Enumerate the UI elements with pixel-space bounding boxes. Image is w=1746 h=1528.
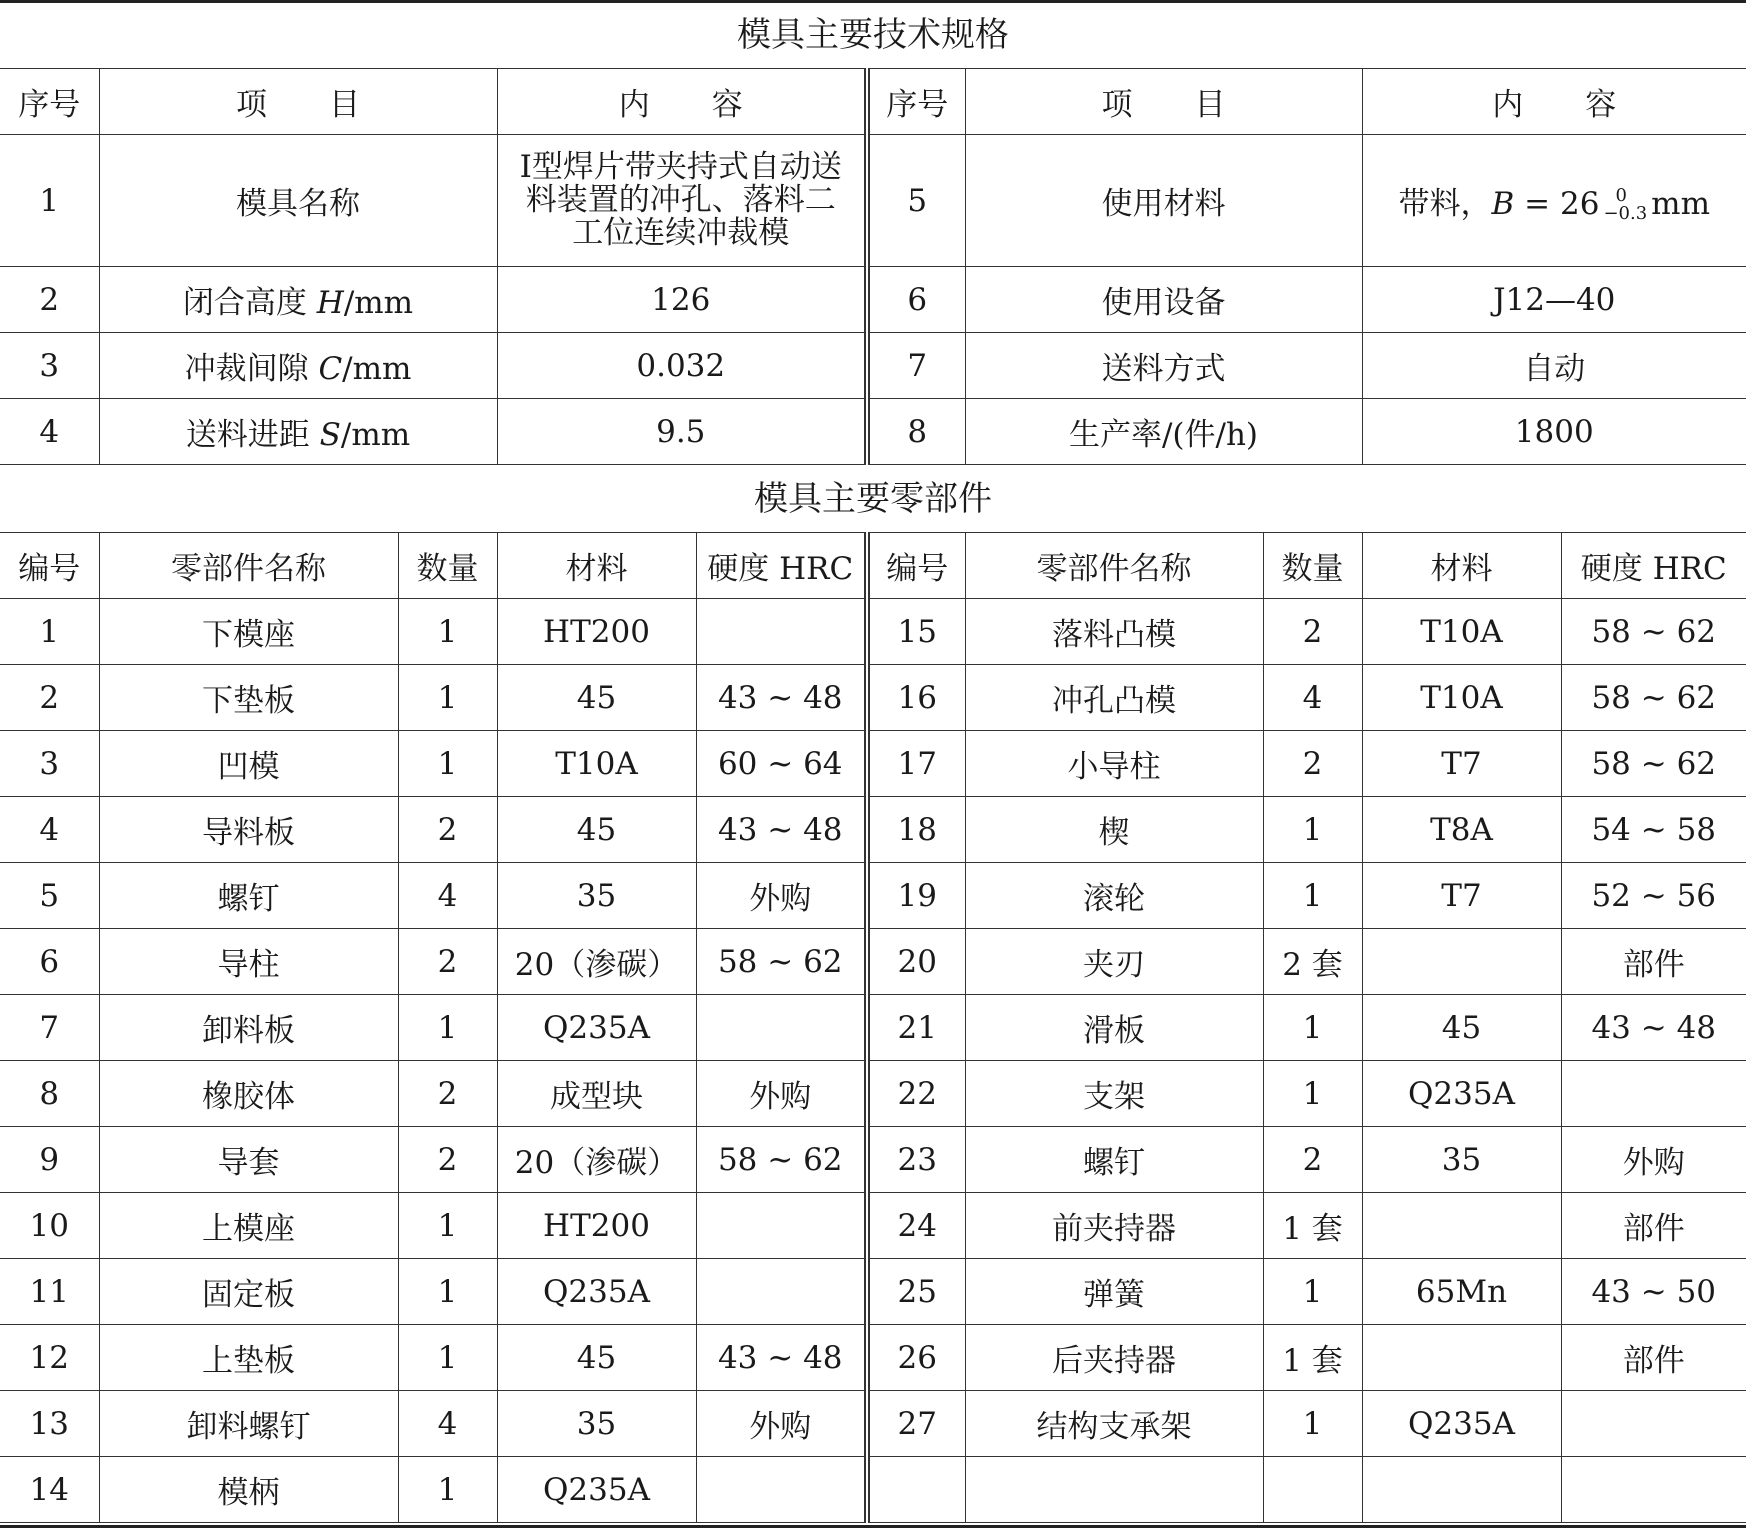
part-qty: 4 — [398, 863, 497, 929]
part-qty: 2 — [398, 1127, 497, 1193]
part-hardness-2: 58 ~ 62 — [1561, 599, 1746, 665]
part-no: 6 — [0, 929, 99, 995]
part-material-2: Q235A — [1362, 1061, 1561, 1127]
part-name: 上垫板 — [99, 1325, 398, 1391]
part-material: 20（渗碳） — [497, 929, 696, 995]
spec-title: 模具主要技术规格 — [737, 15, 1009, 55]
part-hardness — [696, 995, 867, 1061]
part-hardness-2: 52 ~ 56 — [1561, 863, 1746, 929]
part-hardness-2: 58 ~ 62 — [1561, 665, 1746, 731]
part-hardness-2: 部件 — [1561, 929, 1746, 995]
spec-content-2: J12—40 — [1362, 267, 1746, 333]
spec-no: 4 — [0, 399, 99, 465]
part-name: 上模座 — [99, 1193, 398, 1259]
part-material-2 — [1362, 929, 1561, 995]
part-name-2: 前夹持器 — [965, 1193, 1263, 1259]
part-qty-2: 1 — [1263, 995, 1362, 1061]
part-name: 导料板 — [99, 797, 398, 863]
parts-header-material: 材料 — [497, 533, 696, 599]
part-no: 3 — [0, 731, 99, 797]
spec-item-unit: /mm — [340, 417, 411, 453]
part-name: 下垫板 — [99, 665, 398, 731]
parts-row — [0, 995, 1746, 1061]
spec-content-2: 1800 — [1362, 399, 1746, 465]
part-name-2 — [965, 1457, 1263, 1523]
spec-item-text: 闭合高度 — [182, 285, 317, 321]
parts-row — [0, 1391, 1746, 1457]
spec-item-var: S — [319, 417, 341, 453]
part-material-2: T8A — [1362, 797, 1561, 863]
spec-header-item: 项 目 — [99, 69, 497, 135]
part-no: 13 — [0, 1391, 99, 1457]
part-qty-2: 1 — [1263, 863, 1362, 929]
spec-no: 3 — [0, 333, 99, 399]
part-qty-2: 2 套 — [1263, 929, 1362, 995]
part-name: 橡胶体 — [99, 1061, 398, 1127]
spec-item-unit: /mm — [342, 351, 412, 387]
part-hardness: 58 ~ 62 — [696, 1127, 867, 1193]
part-material: Q235A — [497, 1457, 696, 1523]
part-hardness-2 — [1561, 1457, 1746, 1523]
part-name-2: 支架 — [965, 1061, 1263, 1127]
part-material-2: 65Mn — [1362, 1259, 1561, 1325]
part-material-2: 35 — [1362, 1127, 1561, 1193]
spec-item-unit: /mm — [343, 285, 414, 321]
spec-content: 126 — [497, 267, 867, 333]
part-name-2: 落料凸模 — [965, 599, 1263, 665]
parts-row — [0, 665, 1746, 731]
part-no-2: 17 — [867, 731, 965, 797]
part-name-2: 后夹持器 — [965, 1325, 1263, 1391]
part-qty: 1 — [398, 731, 497, 797]
part-qty-2: 1 — [1263, 1259, 1362, 1325]
part-name-2: 结构支承架 — [965, 1391, 1263, 1457]
part-no: 1 — [0, 599, 99, 665]
part-qty-2: 2 — [1263, 731, 1362, 797]
spec-no: 1 — [0, 135, 99, 267]
part-qty-2: 1 — [1263, 1061, 1362, 1127]
part-material: HT200 — [497, 599, 696, 665]
part-no-2: 18 — [867, 797, 965, 863]
parts-title: 模具主要零部件 — [754, 479, 992, 519]
parts-row — [0, 1457, 1746, 1523]
parts-row — [0, 797, 1746, 863]
part-hardness: 43 ~ 48 — [696, 665, 867, 731]
spec-no-2: 8 — [867, 399, 965, 465]
part-material-2: Q235A — [1362, 1391, 1561, 1457]
parts-header-material-2: 材料 — [1362, 533, 1561, 599]
part-no: 4 — [0, 797, 99, 863]
spec-no-2: 5 — [867, 135, 965, 267]
part-qty: 1 — [398, 665, 497, 731]
part-name-2: 小导柱 — [965, 731, 1263, 797]
part-name: 模柄 — [99, 1457, 398, 1523]
spec-header-no: 序号 — [0, 69, 99, 135]
part-no: 8 — [0, 1061, 99, 1127]
part-material: HT200 — [497, 1193, 696, 1259]
part-material: 20（渗碳） — [497, 1127, 696, 1193]
part-material: 45 — [497, 665, 696, 731]
parts-header-no: 编号 — [0, 533, 99, 599]
part-hardness-2: 43 ~ 50 — [1561, 1259, 1746, 1325]
part-hardness-2 — [1561, 1391, 1746, 1457]
part-no-2: 19 — [867, 863, 965, 929]
part-hardness-2 — [1561, 1061, 1746, 1127]
part-name: 卸料螺钉 — [99, 1391, 398, 1457]
spec-content-2 — [1362, 135, 1746, 267]
part-hardness: 外购 — [696, 863, 867, 929]
part-no: 2 — [0, 665, 99, 731]
spec-item-2: 使用材料 — [965, 135, 1362, 267]
part-qty: 4 — [398, 1391, 497, 1457]
spec-row — [0, 135, 1746, 267]
part-hardness: 58 ~ 62 — [696, 929, 867, 995]
spec-table — [0, 68, 1746, 465]
part-qty: 1 — [398, 995, 497, 1061]
part-material-2: T7 — [1362, 731, 1561, 797]
part-qty: 1 — [398, 1325, 497, 1391]
spec-item-text: 冲裁间隙 — [184, 351, 319, 387]
spec-no-2: 7 — [867, 333, 965, 399]
part-material-2: 45 — [1362, 995, 1561, 1061]
part-name: 下模座 — [99, 599, 398, 665]
material-var: B — [1491, 185, 1515, 222]
parts-header-hardness: 硬度 HRC — [696, 533, 867, 599]
part-name: 导套 — [99, 1127, 398, 1193]
part-material: 成型块 — [497, 1061, 696, 1127]
parts-header-qty-2: 数量 — [1263, 533, 1362, 599]
tolerance — [1603, 187, 1647, 223]
part-material: 45 — [497, 1325, 696, 1391]
parts-header-qty: 数量 — [398, 533, 497, 599]
part-name: 导柱 — [99, 929, 398, 995]
tolerance-lower: −0.3 — [1603, 203, 1648, 225]
part-name-2: 楔 — [965, 797, 1263, 863]
parts-header-name: 零部件名称 — [99, 533, 398, 599]
part-name: 卸料板 — [99, 995, 398, 1061]
spec-content-2: 自动 — [1362, 333, 1746, 399]
part-qty: 1 — [398, 1457, 497, 1523]
part-material-2: T10A — [1362, 599, 1561, 665]
part-material-2 — [1362, 1457, 1561, 1523]
part-no: 14 — [0, 1457, 99, 1523]
part-no: 10 — [0, 1193, 99, 1259]
spec-header-no-2: 序号 — [867, 69, 965, 135]
spec-item — [99, 267, 497, 333]
part-no-2: 21 — [867, 995, 965, 1061]
part-no-2: 22 — [867, 1061, 965, 1127]
spec-row — [0, 333, 1746, 399]
part-hardness-2: 58 ~ 62 — [1561, 731, 1746, 797]
spec-row — [0, 267, 1746, 333]
parts-row — [0, 731, 1746, 797]
material-prefix: 带料， — [1398, 185, 1492, 222]
part-material: 35 — [497, 1391, 696, 1457]
part-qty: 2 — [398, 797, 497, 863]
part-no-2: 15 — [867, 599, 965, 665]
part-hardness: 43 ~ 48 — [696, 797, 867, 863]
part-no-2: 27 — [867, 1391, 965, 1457]
parts-header-hardness-2: 硬度 HRC — [1561, 533, 1746, 599]
part-no: 5 — [0, 863, 99, 929]
part-material-2: T10A — [1362, 665, 1561, 731]
part-no-2 — [867, 1457, 965, 1523]
spec-header-content-2: 内 容 — [1362, 69, 1746, 135]
spec-row — [0, 399, 1746, 465]
material-eq: = 26 — [1514, 185, 1600, 222]
part-qty: 1 — [398, 1259, 497, 1325]
part-qty: 1 — [398, 1193, 497, 1259]
part-qty-2: 4 — [1263, 665, 1362, 731]
spec-content: 9.5 — [497, 399, 867, 465]
material-unit: mm — [1651, 185, 1710, 222]
parts-row — [0, 599, 1746, 665]
part-qty-2 — [1263, 1457, 1362, 1523]
spec-item-2: 送料方式 — [965, 333, 1362, 399]
part-hardness — [696, 1457, 867, 1523]
spec-item-2: 使用设备 — [965, 267, 1362, 333]
part-qty-2: 1 套 — [1263, 1325, 1362, 1391]
part-no: 7 — [0, 995, 99, 1061]
spec-header-content: 内 容 — [497, 69, 867, 135]
part-hardness — [696, 1259, 867, 1325]
tolerance-upper: 0 — [1615, 185, 1627, 207]
part-name-2: 冲孔凸模 — [965, 665, 1263, 731]
spec-content: 0.032 — [497, 333, 867, 399]
part-hardness — [696, 599, 867, 665]
part-hardness: 外购 — [696, 1391, 867, 1457]
part-hardness — [696, 1193, 867, 1259]
parts-row — [0, 1061, 1746, 1127]
part-no-2: 24 — [867, 1193, 965, 1259]
part-no-2: 25 — [867, 1259, 965, 1325]
part-no-2: 26 — [867, 1325, 965, 1391]
part-qty: 2 — [398, 929, 497, 995]
spec-header-item-2: 项 目 — [965, 69, 1362, 135]
part-material: Q235A — [497, 1259, 696, 1325]
parts-row — [0, 1259, 1746, 1325]
spec-content — [497, 135, 867, 267]
part-hardness-2: 部件 — [1561, 1325, 1746, 1391]
part-material-2 — [1362, 1325, 1561, 1391]
spec-item: 模具名称 — [99, 135, 497, 267]
parts-row — [0, 1127, 1746, 1193]
part-material: 35 — [497, 863, 696, 929]
part-name: 凹模 — [99, 731, 398, 797]
part-material: 45 — [497, 797, 696, 863]
part-no-2: 20 — [867, 929, 965, 995]
part-qty-2: 1 — [1263, 797, 1362, 863]
parts-table — [0, 532, 1746, 1523]
spec-header-row — [0, 69, 1746, 135]
spec-item — [99, 399, 497, 465]
part-hardness-2: 部件 — [1561, 1193, 1746, 1259]
part-hardness-2: 外购 — [1561, 1127, 1746, 1193]
spec-content-text: Ⅰ型焊片带夹持式自动送料装置的冲孔、落料二工位连续冲裁模 — [519, 149, 842, 251]
part-qty: 2 — [398, 1061, 497, 1127]
spec-item-text: 送料进距 — [185, 417, 320, 453]
part-no: 11 — [0, 1259, 99, 1325]
parts-row — [0, 929, 1746, 995]
parts-header-row — [0, 533, 1746, 599]
part-no-2: 16 — [867, 665, 965, 731]
part-name-2: 滑板 — [965, 995, 1263, 1061]
part-qty-2: 1 — [1263, 1391, 1362, 1457]
parts-row — [0, 1193, 1746, 1259]
parts-row — [0, 863, 1746, 929]
part-name: 固定板 — [99, 1259, 398, 1325]
spec-item — [99, 333, 497, 399]
spec-item-var: C — [318, 351, 343, 387]
part-hardness: 60 ~ 64 — [696, 731, 867, 797]
part-material-2 — [1362, 1193, 1561, 1259]
part-name: 螺钉 — [99, 863, 398, 929]
spec-no-2: 6 — [867, 267, 965, 333]
part-hardness-2: 43 ~ 48 — [1561, 995, 1746, 1061]
part-qty-2: 2 — [1263, 599, 1362, 665]
part-no: 9 — [0, 1127, 99, 1193]
part-no-2: 23 — [867, 1127, 965, 1193]
parts-header-no-2: 编号 — [867, 533, 965, 599]
part-no: 12 — [0, 1325, 99, 1391]
part-qty-2: 2 — [1263, 1127, 1362, 1193]
part-name-2: 弹簧 — [965, 1259, 1263, 1325]
parts-header-name-2: 零部件名称 — [965, 533, 1263, 599]
spec-item-var: H — [316, 285, 344, 321]
part-name-2: 夹刃 — [965, 929, 1263, 995]
spec-no: 2 — [0, 267, 99, 333]
part-material-2: T7 — [1362, 863, 1561, 929]
spec-item-2: 生产率/(件/h) — [965, 399, 1362, 465]
part-name-2: 螺钉 — [965, 1127, 1263, 1193]
part-material: T10A — [497, 731, 696, 797]
part-hardness: 43 ~ 48 — [696, 1325, 867, 1391]
part-qty-2: 1 套 — [1263, 1193, 1362, 1259]
parts-row — [0, 1325, 1746, 1391]
part-hardness: 外购 — [696, 1061, 867, 1127]
part-qty: 1 — [398, 599, 497, 665]
part-name-2: 滚轮 — [965, 863, 1263, 929]
part-hardness-2: 54 ~ 58 — [1561, 797, 1746, 863]
part-material: Q235A — [497, 995, 696, 1061]
